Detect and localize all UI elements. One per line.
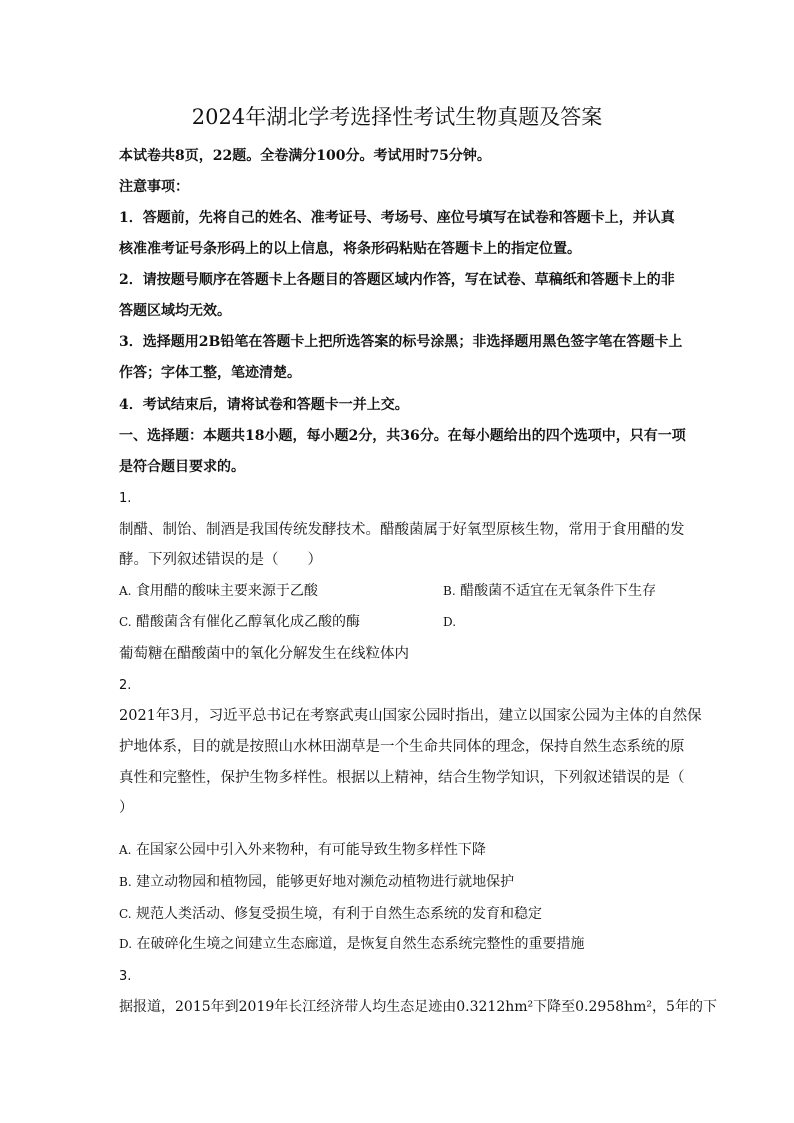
question-2-stem-line-1: 2021年3月，习近平总书记在考察武夷山国家公园时指出，建立以国家公园为主体的自然保 xyxy=(119,708,702,724)
option-text: 在国家公园中引入外来物种，有可能导致生物多样性下降 xyxy=(135,842,486,858)
note-1-line-1: 1．答题前，先将自己的姓名、准考证号、考场号、座位号填写在试卷和答题卡上，并认真 xyxy=(119,210,675,226)
option-text: 醋酸菌不适宜在无氧条件下生存 xyxy=(460,583,657,599)
section-heading-line-1: 一、选择题：本题共18小题，每小题2分，共36分。在每小题给出的四个选项中，只有一项 xyxy=(119,428,686,444)
note-1-line-2: 核准准考证号条形码上的以上信息，将条形码粘贴在答题卡上的指定位置。 xyxy=(119,241,581,257)
note-4: 4．考试结束后，请将试卷和答题卡一并上交。 xyxy=(119,397,409,413)
question-1-option-c xyxy=(119,612,679,632)
question-1-option-d-text: 葡萄糖在醋酸菌中的氧化分解发生在线粒体内 xyxy=(119,646,409,662)
section-heading-line-2: 是符合题目要求的。 xyxy=(119,459,245,475)
note-2-line-1: 2．请按题号顺序在答题卡上各题目的答题区域内作答，写在试卷、草稿纸和答题卡上的非 xyxy=(119,272,675,288)
option-letter: C. xyxy=(119,615,132,629)
question-1-option-b xyxy=(443,581,656,601)
option-text: 规范人类活动、修复受损生境，有利于自然生态系统的发育和稳定 xyxy=(136,906,543,922)
question-2-number: 2. xyxy=(119,678,132,693)
page-title: 2024年湖北学考选择性考试生物真题及答案 xyxy=(191,105,603,129)
note-3-line-2: 作答；字体工整，笔迹清楚。 xyxy=(119,365,301,381)
option-text: 食用醋的酸味主要来源于乙酸 xyxy=(135,583,318,599)
question-2-option-a xyxy=(119,840,679,860)
question-3-stem-line-1: 据报道，2015年到2019年长江经济带人均生态足迹由0.3212hm²下降至0.2958hm²，5年的下 xyxy=(119,999,717,1015)
option-letter: A. xyxy=(119,843,132,857)
question-1-stem-line-1: 制醋、制饴、制酒是我国传统发酵技术。醋酸菌属于好氧型原核生物，常用于食用醋的发 xyxy=(119,522,685,538)
option-letter: C. xyxy=(119,907,132,921)
note-3-line-1: 3．选择题用2B铅笔在答题卡上把所选答案的标号涂黑；非选择题用黑色签字笔在答题卡上 xyxy=(119,334,683,350)
question-2-option-d xyxy=(119,934,679,954)
question-2-option-b xyxy=(119,872,679,892)
question-2-stem-line-2: 护地体系，目的就是按照山水林田湖草是一个生命共同体的理念，保持自然生态系统的原 xyxy=(119,739,685,755)
question-1-stem-line-2: 酵。下列叙述错误的是（ ） xyxy=(119,552,322,568)
option-letter: D. xyxy=(119,937,133,951)
exam-info: 本试卷共8页，22题。全卷满分100分。考试用时75分钟。 xyxy=(119,148,491,164)
option-text: 醋酸菌含有催化乙醇氧化成乙酸的酶 xyxy=(136,614,361,630)
question-2-stem-line-4: ） xyxy=(119,800,134,816)
question-1-option-d-label xyxy=(443,612,456,632)
option-letter: B. xyxy=(119,875,132,889)
question-1-number: 1. xyxy=(119,491,132,506)
option-text: 在破碎化生境之间建立生态廊道，是恢复自然生态系统完整性的重要措施 xyxy=(136,936,585,952)
option-letter: A. xyxy=(119,584,132,598)
option-text: 建立动物园和植物园，能够更好地对濒危动植物进行就地保护 xyxy=(136,874,515,890)
question-3-number: 3. xyxy=(119,969,132,984)
option-letter: D. xyxy=(443,615,457,629)
notice-heading: 注意事项： xyxy=(119,179,189,195)
question-2-option-c xyxy=(119,904,679,924)
question-2-stem-line-3: 真性和完整性，保护生物多样性。根据以上精神，结合生物学知识，下列叙述错误的是（ xyxy=(119,770,685,786)
option-letter: B. xyxy=(443,584,456,598)
note-2-line-2: 答题区域均无效。 xyxy=(119,303,231,319)
